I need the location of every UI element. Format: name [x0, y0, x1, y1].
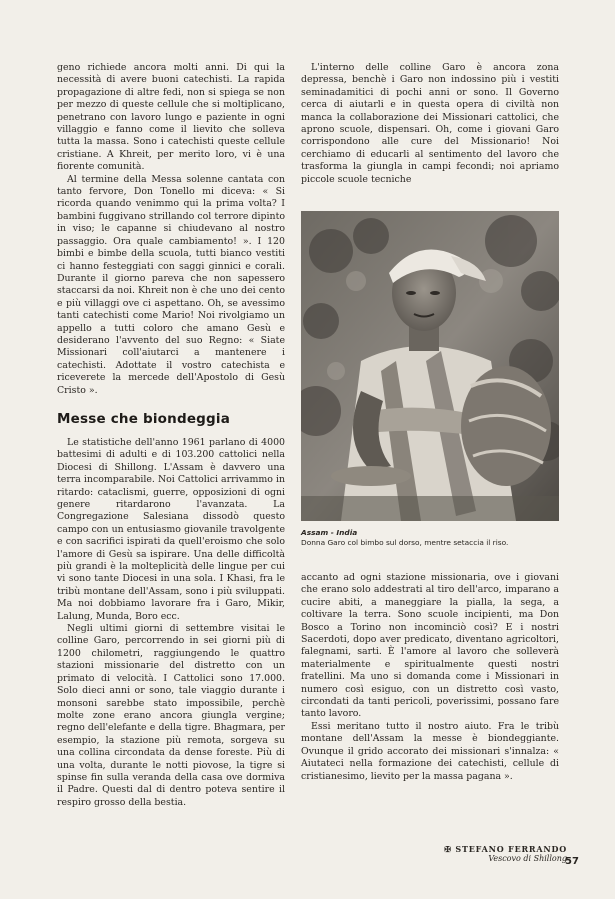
- paragraph: L'interno delle colline Garo è ancora zona depressa, benchè i Garo non indossino più i vestiti seminadamitici di pochi anni or sono. Il Governo cerca di aiutarli e in questa opera di civiltà non manca la collaborazione dei Missionari cattolici, che aprono scuole, dispensari. Oh, come i giovani Garo corrispondono alle cure del Missionario! Noi cerchiamo di educarli al sentimento del lavoro che trasforma la giungla in campi fecondi; noi apriamo piccole scuole tecniche: [301, 62, 559, 185]
- author-signature: [427, 844, 567, 863]
- photo-image: [301, 211, 559, 521]
- right-column-top: [301, 62, 559, 186]
- paragraph: Essi meritano tutto il nostro aiuto. Fra le tribù montane dell'Assam la messe è biondeggiante. Ovunque il grido accorato dei missionari s'innalza: « Aiutateci nella formazione dei catechisti, cellule di cristianesimo, lievito per la massa pagana ».: [301, 720, 559, 782]
- section-heading: Messe che biondeggia: [57, 410, 231, 427]
- paragraph: accanto ad ogni stazione missionaria, ove i giovani che erano solo addestrati al tiro dell'arco, imparano a cucire abiti, a maneggiare la pialla, la sega, a coltivare la terra. Sono scuole incipienti, ma Don Bosco a Torino non incominciò così? E i nostri Sacerdoti, dopo aver predicato, diventano agricoltori, falegnami, sarti. È l'amore al lavoro che solleverà materialmente e spiritualmente questi nostri fratellini. Ma uno si domanda come i Missionari in numero così esiguo, con un distretto così vasto, circondati da tanti pericoli, poverissimi, possano fare tanto lavoro.: [301, 572, 559, 720]
- paragraph: geno richiede ancora molti anni. Di qui la necessità di avere buoni catechisti. La rapida propagazione di altre fedi, non si spiega se non per mezzo di queste cellule che si moltiplicano, penetrano con lavoro lungo e paziente in ogni villaggio e fanno come il lievito che solleva tutta la massa. Sono i catechisti queste cellule cristiane. A Khreit, per merito loro, vi è una fiorente comunità.: [57, 62, 285, 173]
- page-number: 57: [565, 856, 579, 867]
- author-name: ✠ STEFANO FERRANDO: [444, 844, 567, 854]
- paragraph: Al termine della Messa solenne cantata con tanto fervore, Don Tonello mi diceva: « Si ricorda quando venimmo qui la prima volta? I bambini fuggivano strillando col terrore dipinto in viso; le capanne si chiudevano al nostro passaggio. Ora quale cambiamento! ». I 120 bimbi e bimbe della scuola, tutti bianco vestiti ci hanno festeggiati con saggi ginnici e corali. Durante il giorno pareva che non sapessero staccarsi da noi. Khreit non è che uno dei cento e più villaggi ove ci aspettano. Oh, se avessimo tanti catechisti come Mario! Noi rivolgiamo un appello a tutti coloro che amano Gesù e desiderano l'avvento del suo Regno: « Siate Missionari coll'aiutarci a mantenere i catechisti. Adottate il vostro catechista e riceverete la mercede dell'Apostolo di Gesù Cristo ».: [57, 173, 285, 396]
- left-column: [57, 62, 285, 809]
- paragraph: Le statistiche dell'anno 1961 parlano di 4000 battesimi di adulti e di 103.200 cattolici nella Diocesi di Shillong. L'Assam è davvero una terra incomparabile. Noi Cattolici arrivammo in ritardo: cataclismi, guerre, opposizioni di ogni genere ritardarono l'avanzata. La Congregazione Salesiana dissodò questo campo con un entusiasmo giovanile travolgente e con sacrifici ispirati da quell'eroismo che solo l'amore di Gesù sa ispirare. Una delle difficoltà più grandi è la molteplicità delle lingue per cui vi sono tante Diocesi in una sola. I Khasi, fra le tribù montane dell'Assam, sono i più sviluppati. Ma noi dobbiamo lavorare fra i Garo, Mikir, Lalung, Munda, Boro ecc.: [57, 436, 285, 622]
- caption-text: Donna Garo col bimbo sul dorso, mentre setaccia il riso.: [301, 538, 509, 547]
- caption-place: Assam - India: [301, 528, 358, 537]
- photo-garo-woman: [301, 211, 559, 521]
- paragraph: Negli ultimi giorni di settembre visitai le colline Garo, percorrendo in sei giorni più di 1200 chilometri, raggiungendo le quattro stazioni missionarie del distretto con un primato di velocità. I Cattolici sono 17.000. Solo dieci anni or sono, tale viaggio durante i monsoni sarebbe stato impossibile, perchè molte zone erano ancora giungla vergine; regno dell'elefante e della tigre. Bhagmara, per esempio, la stazione più remota, sorgeva su una collina circondata da dense foreste. Più di una volta, durante le notti piovose, la tigre si spinse fin sulla veranda della casa ove dormiva il Padre. Questi dal di dentro poteva sentire il respiro grosso della bestia.: [57, 623, 285, 808]
- author-role: Vescovo di Shillong: [488, 854, 567, 863]
- right-column-bottom: [301, 572, 559, 783]
- photo-caption: [301, 528, 561, 548]
